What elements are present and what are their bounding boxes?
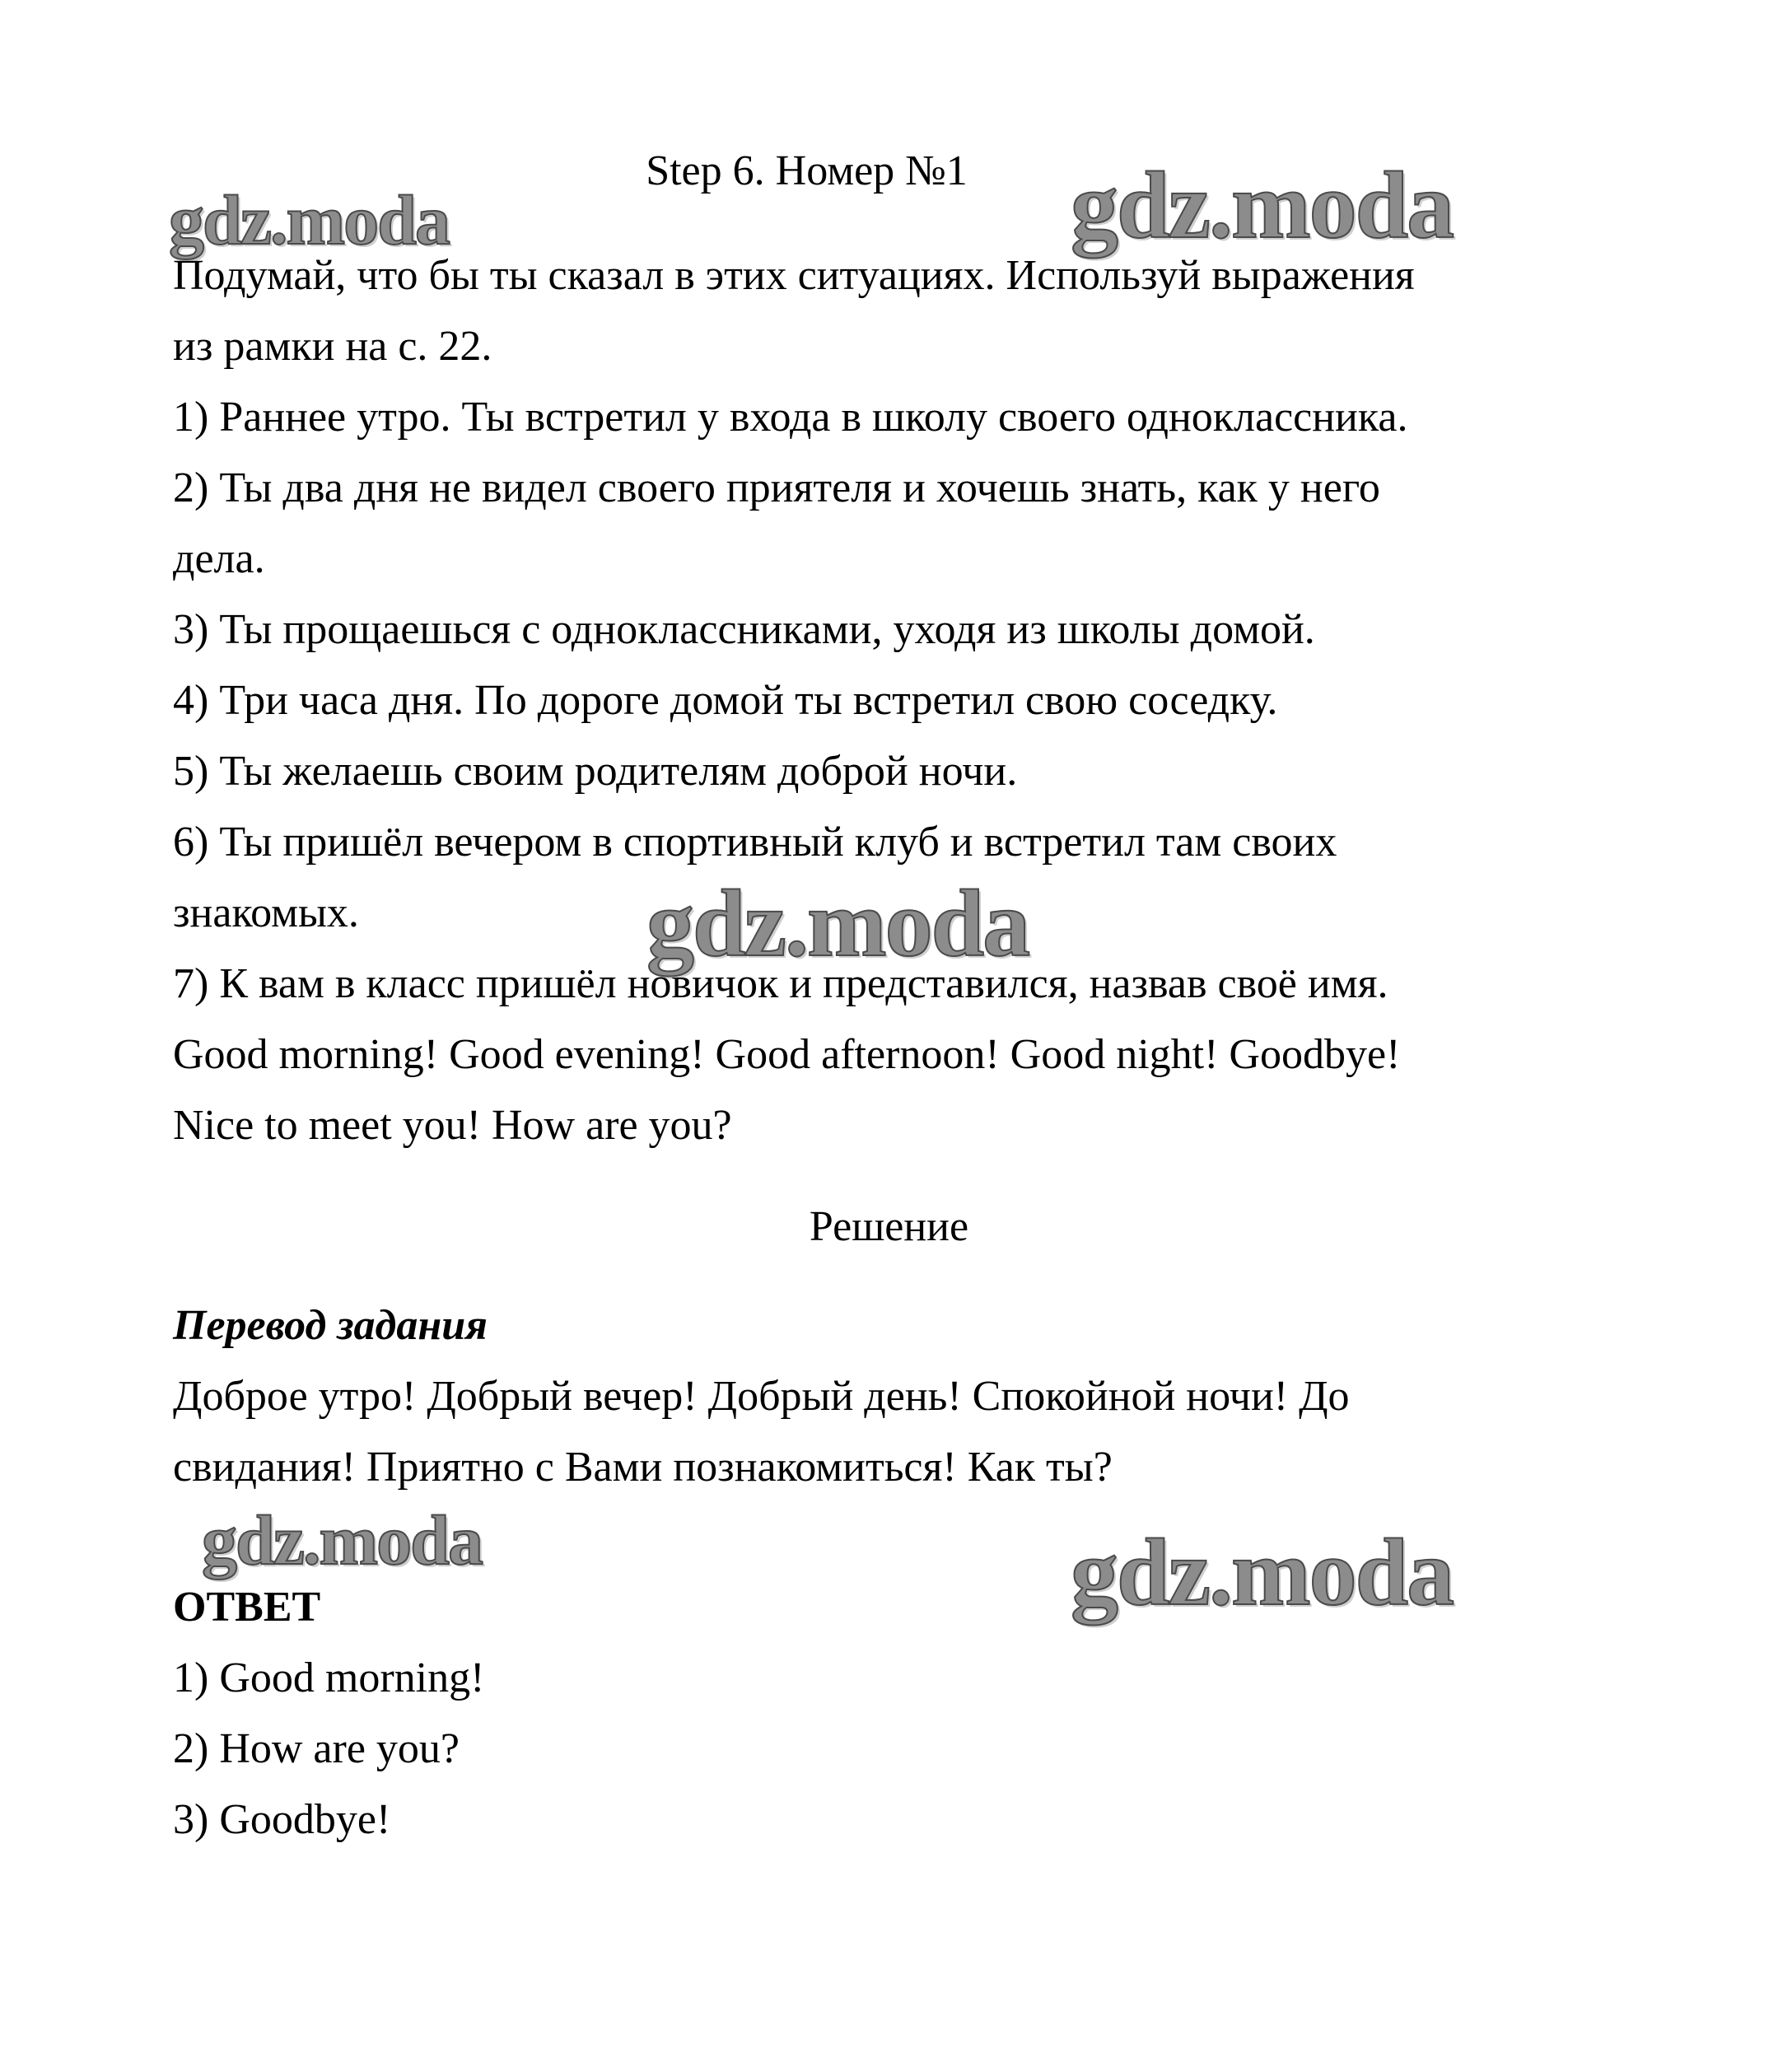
watermark-logo: gdz.moda	[646, 871, 1029, 977]
task-line: из рамки на с. 22.	[173, 323, 492, 370]
task-line: Good morning! Good evening! Good afternoon! Good night! Goodbye!	[173, 1031, 1401, 1078]
task-line: 3) Ты прощаешься с одноклассниками, уходя из школы домой.	[173, 606, 1315, 653]
watermark-logo: gdz.moda	[202, 1500, 482, 1580]
answer-item: 1) Good morning!	[173, 1654, 485, 1701]
watermark-logo: gdz.moda	[1071, 153, 1454, 259]
task-line: знакомых.	[173, 889, 359, 936]
watermark-logo: gdz.moda	[169, 180, 449, 259]
answer-item: 3) Goodbye!	[173, 1796, 391, 1843]
task-line: 4) Три часа дня. По дороге домой ты встретил свою соседку.	[173, 677, 1278, 724]
watermark-logo: gdz.moda	[1071, 1520, 1454, 1626]
task-line: дела.	[173, 535, 265, 582]
translation-heading: Перевод задания	[173, 1302, 488, 1349]
translation-line: свидания! Приятно с Вами познакомиться! Как ты?	[173, 1444, 1113, 1491]
solution-title: Решение	[809, 1203, 969, 1250]
task-line: 1) Раннее утро. Ты встретил у входа в школу своего одноклассника.	[173, 394, 1408, 441]
task-line: 2) Ты два дня не видел своего приятеля и хочешь знать, как у него	[173, 464, 1380, 511]
task-line: 5) Ты желаешь своим родителям доброй ночи.	[173, 748, 1018, 795]
task-line: Подумай, что бы ты сказал в этих ситуациях. Используй выражения	[173, 252, 1415, 299]
answer-heading: ОТВЕТ	[173, 1584, 321, 1631]
answer-item: 2) How are you?	[173, 1725, 460, 1772]
page-title: Step 6. Номер №1	[646, 147, 968, 194]
task-line: Nice to meet you! How are you?	[173, 1102, 732, 1149]
translation-line: Доброе утро! Добрый вечер! Добрый день! Спокойной ночи! До	[173, 1373, 1350, 1420]
task-line: 7) К вам в класс пришёл новичок и представился, назвав своё имя.	[173, 960, 1388, 1007]
task-line: 6) Ты пришёл вечером в спортивный клуб и встретил там своих	[173, 819, 1337, 866]
